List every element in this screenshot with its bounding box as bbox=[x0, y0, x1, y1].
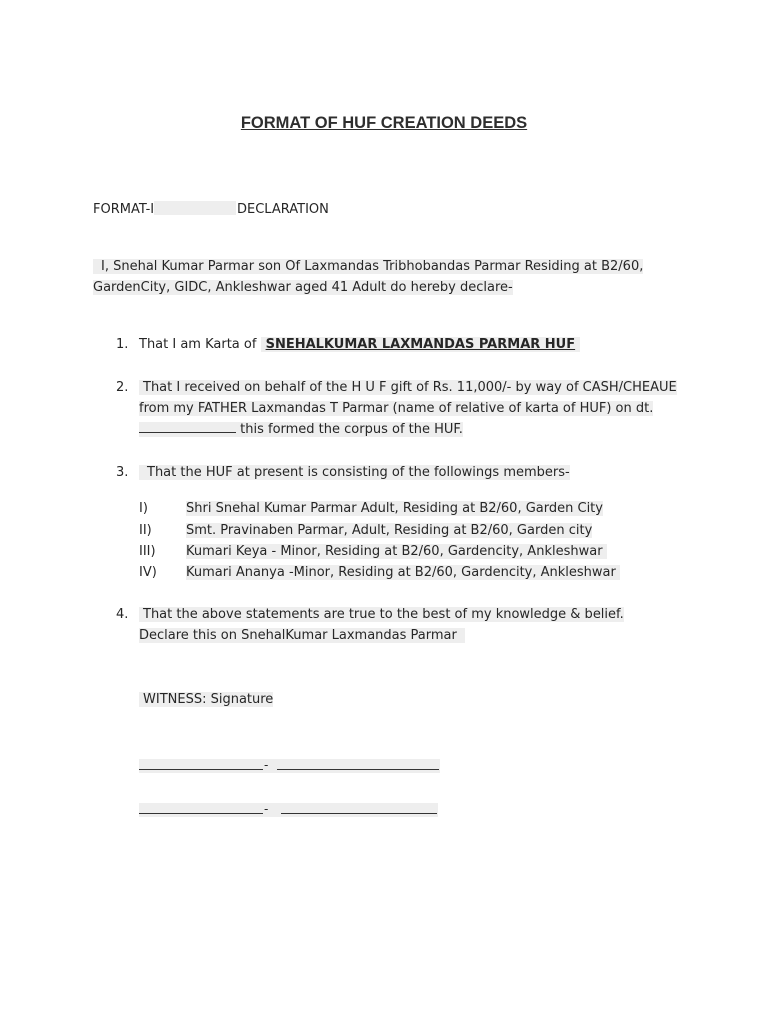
item-2-number: 2. bbox=[116, 380, 129, 395]
huf-name: SNEHALKUMAR LAXMANDAS PARMAR HUF bbox=[265, 337, 576, 352]
witness-2-signature-line bbox=[139, 803, 438, 817]
witness-label: WITNESS: Signature bbox=[139, 689, 273, 710]
member-4-text: Kumari Ananya -Minor, Residing at B2/60, Gardencity, Ankleshwar bbox=[186, 562, 620, 583]
item-1-number: 1. bbox=[116, 337, 129, 352]
intro-line-1: I, Snehal Kumar Parmar son Of Laxmandas Tribhobandas Parmar Residing at B2/60, bbox=[93, 256, 643, 277]
item-2-line-1: That I received on behalf of the H U F gift of Rs. 11,000/- by way of CASH/CHEAUE bbox=[139, 377, 677, 398]
member-4-roman: IV) bbox=[139, 565, 157, 580]
item-1-text: That I am Karta of SNEHALKUMAR LAXMANDAS PARMAR HUF bbox=[139, 334, 580, 355]
witness-2-separator: - bbox=[264, 802, 269, 816]
witness-1-signature-line bbox=[139, 759, 440, 773]
item-2-line-2: from my FATHER Laxmandas T Parmar (name of relative of karta of HUF) on dt. bbox=[139, 401, 654, 416]
date-blank bbox=[139, 420, 236, 433]
item-4-line-2: Declare this on SnehalKumar Laxmandas Parmar bbox=[139, 625, 465, 646]
witness-1-sign-line bbox=[277, 769, 439, 770]
member-3-text: Kumari Keya - Minor, Residing at B2/60, Gardencity, Ankleshwar bbox=[186, 541, 607, 562]
format-line bbox=[93, 199, 236, 220]
witness-1-separator: - bbox=[264, 758, 269, 772]
member-2-roman: II) bbox=[139, 523, 152, 538]
member-1-roman: I) bbox=[139, 501, 148, 516]
format-label: FORMAT-I bbox=[93, 202, 155, 217]
member-2-text: Smt. Pravinaben Parmar, Adult, Residing at B2/60, Garden city bbox=[186, 523, 593, 538]
format-heading: DECLARATION bbox=[237, 202, 329, 217]
item-4-number: 4. bbox=[116, 607, 129, 622]
item-3-text: That the HUF at present is consisting of the followings members- bbox=[139, 462, 570, 483]
witness-2-sign-line bbox=[281, 813, 437, 814]
witness-2-name-line bbox=[139, 813, 263, 814]
member-3-roman: III) bbox=[139, 544, 156, 559]
document-title: FORMAT OF HUF CREATION DEEDS bbox=[240, 114, 528, 132]
item-3-number: 3. bbox=[116, 465, 129, 480]
intro-line-2: GardenCity, GIDC, Ankleshwar aged 41 Adult do hereby declare- bbox=[93, 280, 513, 295]
format-spacer bbox=[154, 201, 236, 215]
member-1-text: Shri Snehal Kumar Parmar Adult, Residing at B2/60, Garden City bbox=[186, 501, 603, 516]
item-4-line-1: That the above statements are true to the best of my knowledge & belief. bbox=[139, 604, 624, 625]
witness-1-name-line bbox=[139, 769, 263, 770]
item-2-line-3: this formed the corpus of the HUF. bbox=[139, 419, 463, 440]
